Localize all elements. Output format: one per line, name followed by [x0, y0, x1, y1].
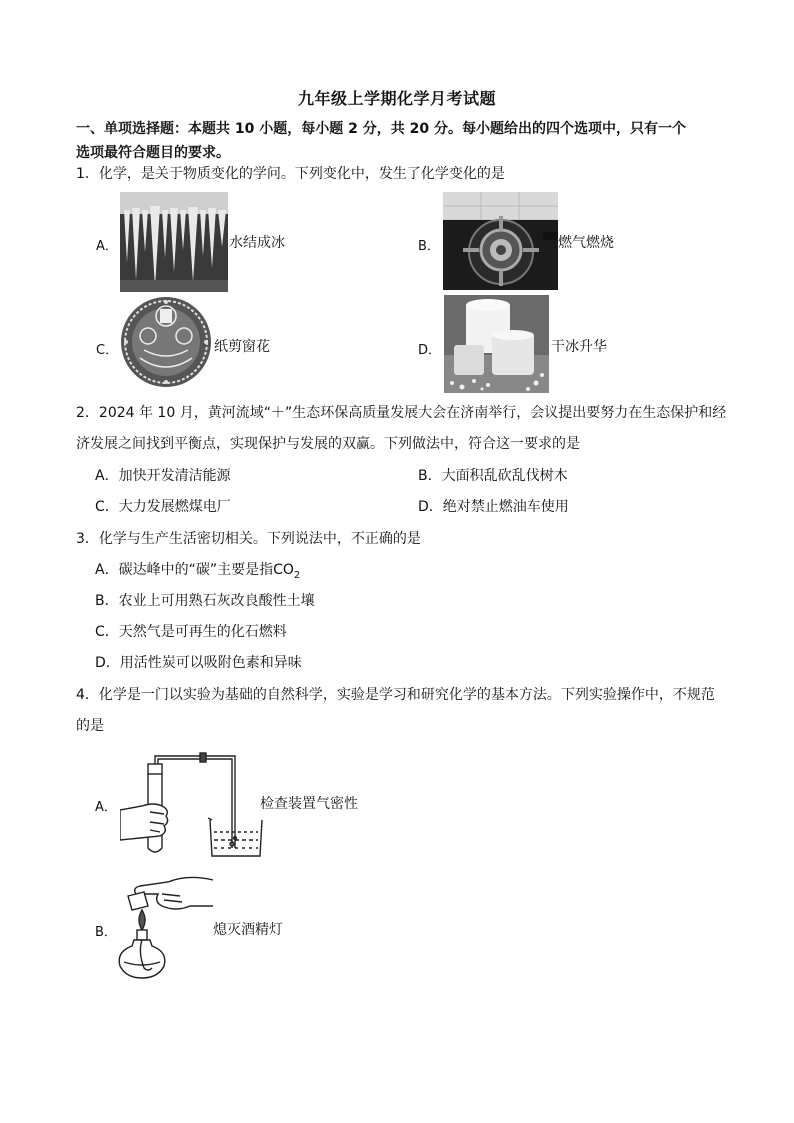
q1-option-c-text: 纸剪窗花	[214, 339, 270, 355]
q3-option-a	[95, 560, 300, 586]
q2-option-d-letter: D．	[418, 499, 443, 515]
q2-option-c-text: 大力发展燃煤电厂	[118, 499, 231, 515]
dry-ice-photo	[444, 295, 549, 393]
q3-option-b-text: 农业上可用熟石灰改良酸性土壤	[118, 593, 315, 609]
q1-option-b-text: 燃气燃烧	[558, 235, 614, 251]
q3-option-b	[95, 591, 315, 611]
section-heading	[76, 117, 752, 165]
q2-option-d-text: 绝对禁止燃油车使用	[442, 499, 569, 515]
q4-stem-line1: 4．化学是一门以实验为基础的自然科学，实验是学习和研究化学的基本方法。下列实验操作中，不规范	[76, 687, 715, 703]
q3-option-a-letter: A．	[95, 562, 119, 578]
q1-option-a-letter: A．	[96, 239, 118, 254]
icicles-photo	[120, 192, 228, 292]
alcohol-lamp-diagram	[118, 872, 213, 980]
q2-option-b-letter: B．	[418, 468, 442, 484]
q2-option-a-letter: A．	[95, 468, 119, 484]
q2-option-c	[95, 497, 231, 517]
q1-option-c-letter: C．	[96, 343, 119, 358]
q2-option-b	[418, 466, 568, 486]
q3-option-a-subscript: 2	[293, 569, 301, 581]
q2-option-a	[95, 466, 231, 486]
section-heading-line2: 选项最符合题目的要求。	[76, 145, 230, 161]
q3-option-c-text: 天然气是可再生的化石燃料	[118, 624, 287, 640]
q3-option-c-letter: C．	[95, 624, 119, 640]
q3-option-d-letter: D．	[95, 655, 120, 671]
q4-option-b-letter: B．	[95, 925, 117, 940]
q4-stem-line2: 的是	[76, 718, 104, 734]
q1-option-a-text: 水结成冰	[229, 235, 285, 251]
q3-option-d-text: 用活性炭可以吸附色素和异味	[119, 655, 302, 671]
paper-cut-photo	[120, 296, 212, 388]
q1-stem: 1．化学，是关于物质变化的学问。下列变化中，发生了化学变化的是	[76, 166, 505, 182]
q3-option-b-letter: B．	[95, 593, 119, 609]
q2-option-c-letter: C．	[95, 499, 119, 515]
section-heading-line1: 一、单项选择题：本题共 10 小题，每小题 2 分，共 20 分。每小题给出的四个选项中，只有一个	[76, 121, 686, 137]
q4-option-a-text: 检查装置气密性	[260, 796, 358, 812]
q1-option-d-letter: D．	[418, 343, 442, 358]
gas-stove-photo	[443, 192, 558, 290]
q2-option-b-text: 大面积乱砍乱伐树木	[441, 468, 568, 484]
q3-option-a-text: 碳达峰中的“碳”主要是指CO	[118, 562, 294, 578]
q3-option-c	[95, 622, 287, 642]
q3-stem: 3．化学与生产生活密切相关。下列说法中，不正确的是	[76, 531, 421, 547]
q1-option-b-letter: B．	[418, 239, 440, 254]
q3-option-d	[95, 653, 302, 673]
q2-stem-line2: 济发展之间找到平衡点，实现保护与发展的双赢。下列做法中，符合这一要求的是	[76, 436, 580, 452]
page-title: 九年级上学期化学月考试题	[297, 89, 496, 108]
q2-option-d	[418, 497, 569, 517]
airtightness-check-diagram	[120, 750, 265, 862]
q2-option-a-text: 加快开发清洁能源	[118, 468, 231, 484]
q4-option-b-text: 熄灭酒精灯	[213, 922, 283, 938]
q1-option-d-text: 干冰升华	[551, 339, 607, 355]
q2-stem-line1: 2．2024 年 10 月，黄河流域“＋”生态环保高质量发展大会在济南举行，会议提出要努力在生态保护和经	[76, 405, 727, 421]
q4-option-a-letter: A．	[95, 800, 117, 815]
